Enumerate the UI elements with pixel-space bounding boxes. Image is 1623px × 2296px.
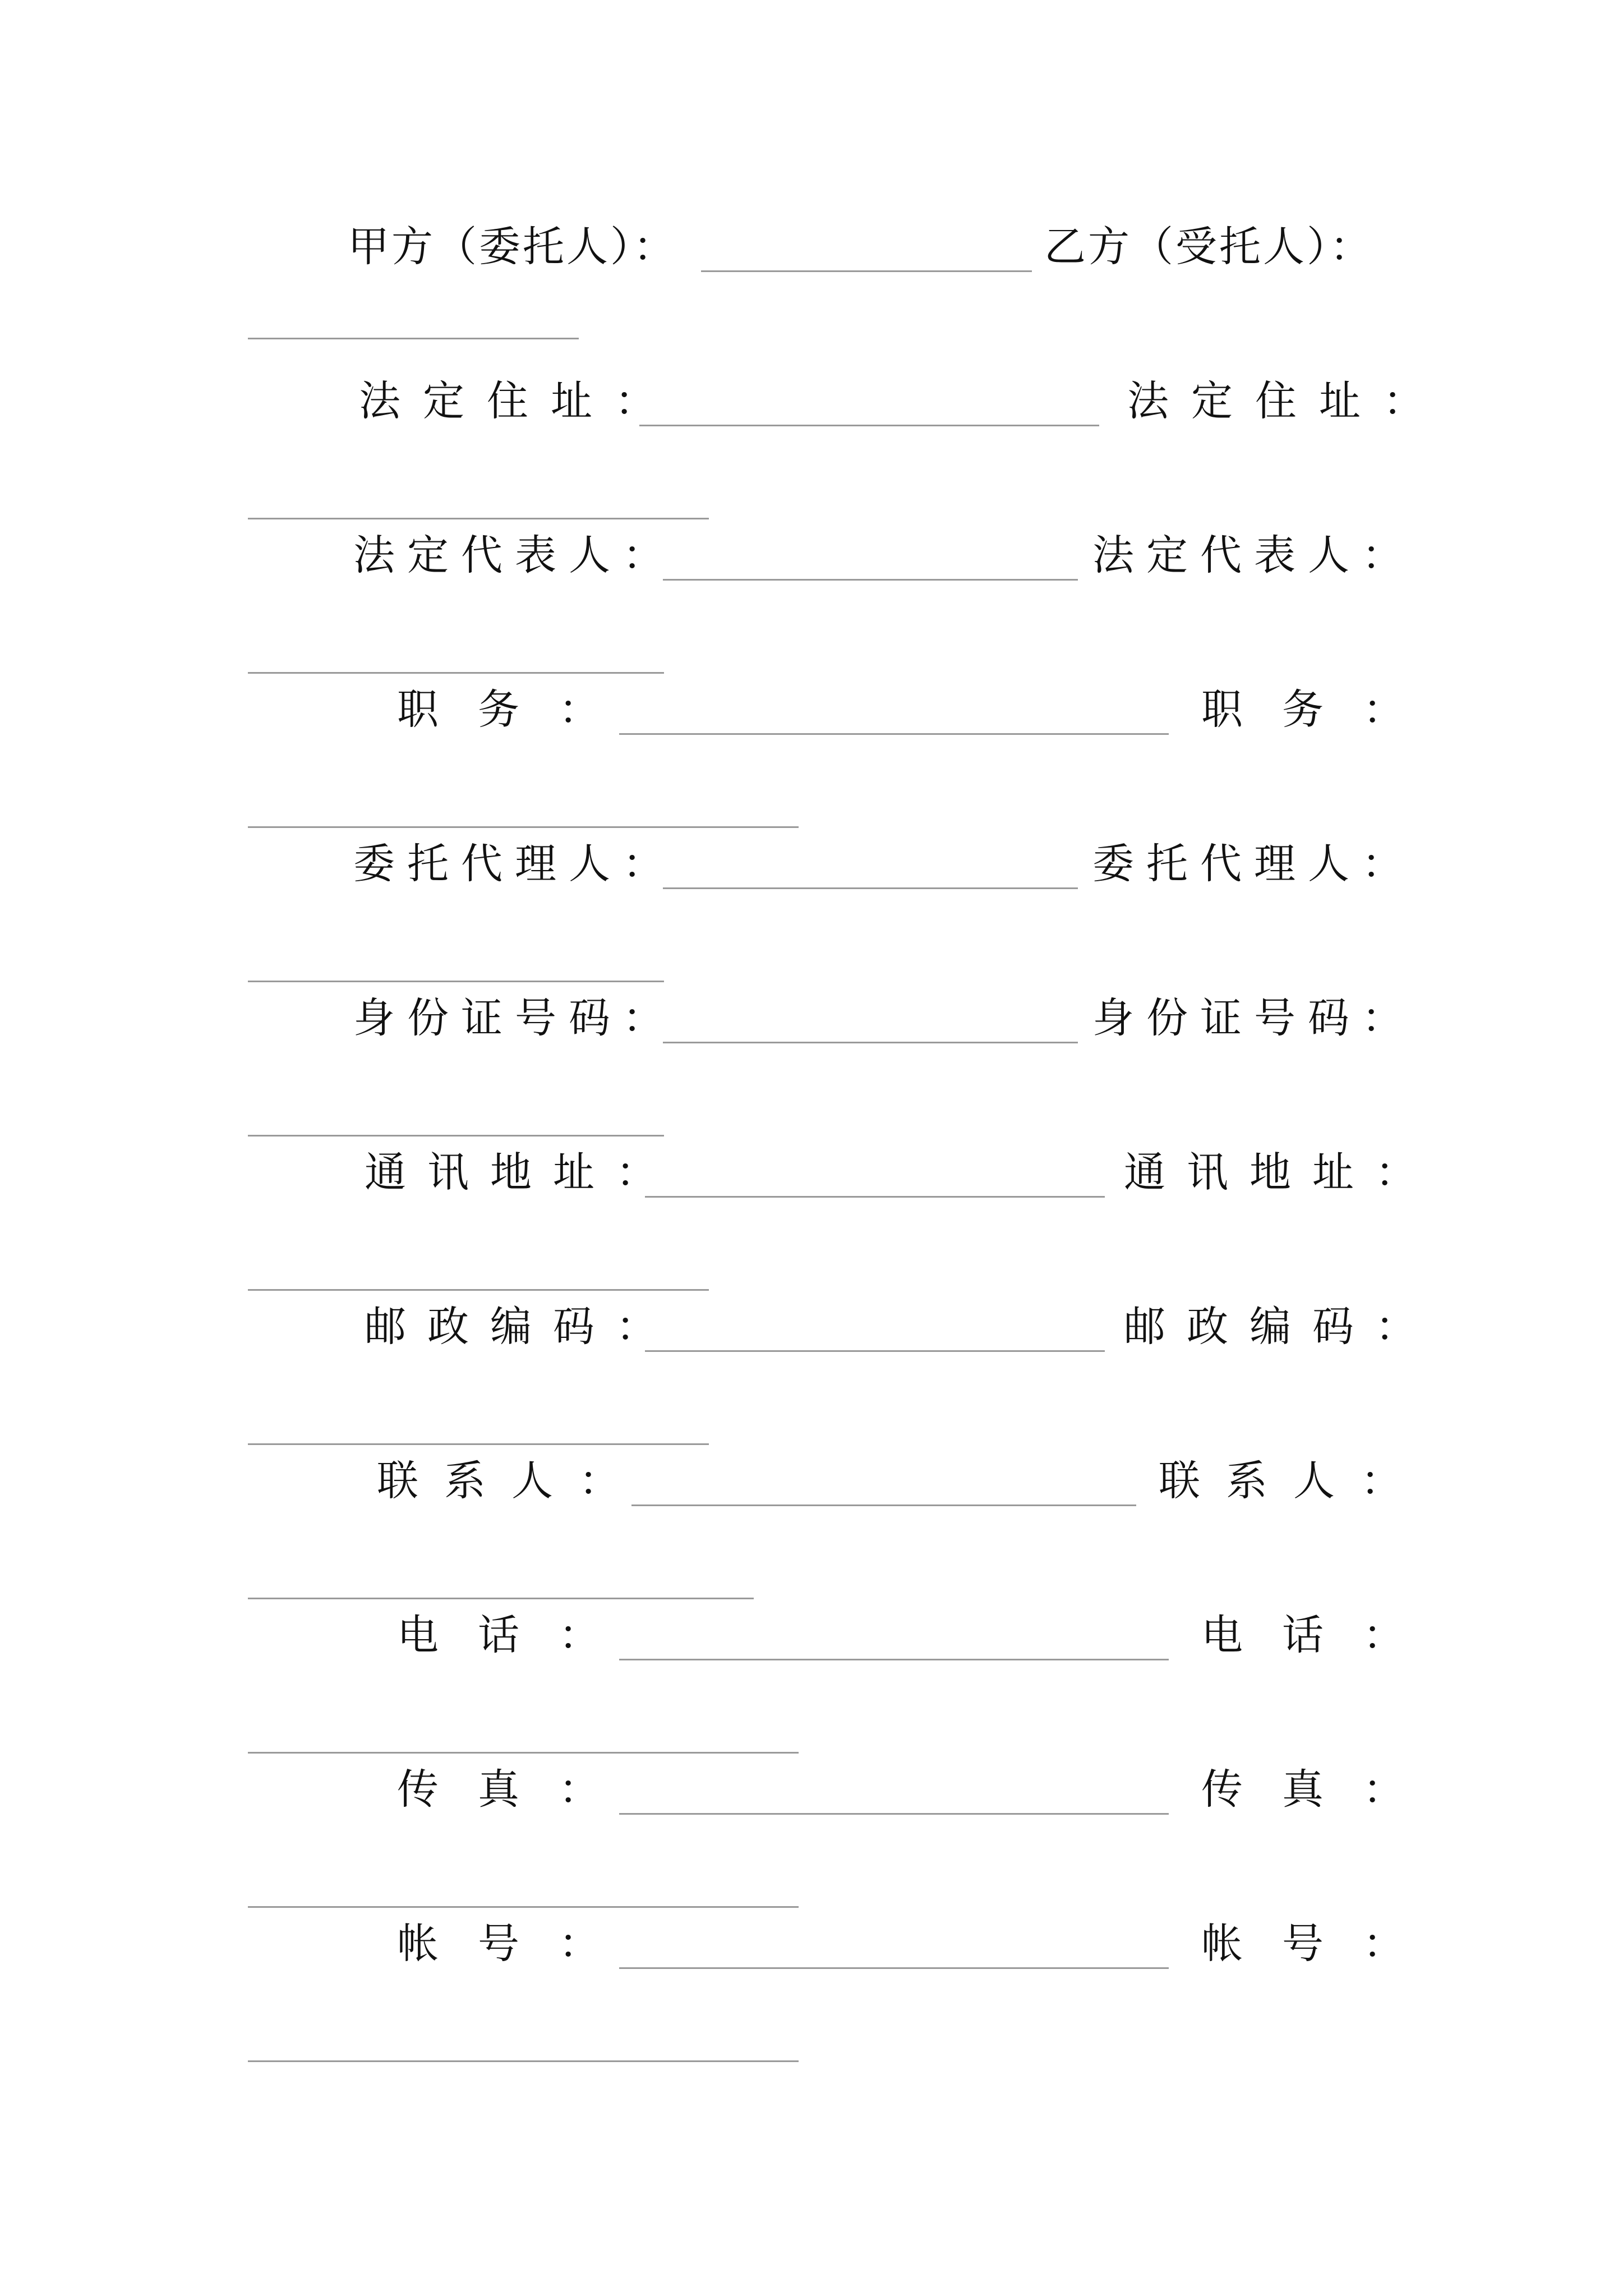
party-a-authorized-agent-input-line[interactable]: [663, 887, 1078, 889]
party-b-mailing-address-input-line[interactable]: [248, 1289, 709, 1291]
party-b-account-input-line[interactable]: [248, 2060, 799, 2062]
party-a-postal-code-input-line[interactable]: [645, 1350, 1105, 1352]
party-b-fax-input-line[interactable]: [248, 1906, 799, 1908]
party-b-input-line[interactable]: [248, 338, 579, 339]
party-a-contact-person-label: 联系人：: [377, 1457, 646, 1505]
party-a-mailing-address-label: 通讯地址：: [365, 1148, 679, 1197]
party-b-phone-label: 电话：: [1201, 1611, 1444, 1659]
party-b-authorized-agent-label: 委托代理人：: [1092, 840, 1415, 888]
party-a-legal-address-label: 法定住址：: [359, 377, 679, 425]
party-b-postal-code-input-line[interactable]: [248, 1443, 709, 1445]
party-b-legal-address-label: 法定住址：: [1127, 377, 1447, 425]
party-b-id-number-input-line[interactable]: [248, 1135, 664, 1137]
party-a-id-number-label: 身份证号码：: [353, 994, 676, 1042]
field-row-phone: [0, 1602, 1623, 1759]
party-a-postal-code-label: 邮政编码：: [365, 1303, 679, 1351]
party-b-legal-address-input-line[interactable]: [248, 518, 709, 519]
party-b-authorized-agent-input-line[interactable]: [248, 981, 664, 982]
field-row-party: [0, 213, 1623, 370]
party-a-input-line[interactable]: [701, 270, 1032, 272]
party-b-label: 乙方（受托人）：: [1044, 223, 1373, 271]
party-a-position-input-line[interactable]: [619, 733, 1169, 735]
party-b-postal-code-label: 邮政编码：: [1124, 1303, 1438, 1351]
field-row-postal-code: [0, 1293, 1623, 1450]
party-b-contact-person-input-line[interactable]: [248, 1598, 754, 1599]
party-a-account-input-line[interactable]: [619, 1967, 1169, 1969]
party-a-phone-input-line[interactable]: [619, 1659, 1169, 1660]
party-b-phone-input-line[interactable]: [248, 1752, 799, 1754]
party-a-legal-representative-label: 法定代表人：: [353, 531, 676, 579]
party-b-contact-person-label: 联系人：: [1159, 1457, 1428, 1505]
party-b-id-number-label: 身份证号码：: [1092, 994, 1415, 1042]
party-a-authorized-agent-label: 委托代理人：: [353, 840, 676, 888]
field-row-mailing-address: [0, 1139, 1623, 1296]
party-b-position-input-line[interactable]: [248, 826, 799, 828]
field-row-contact-person: [0, 1447, 1623, 1604]
field-row-fax: [0, 1756, 1623, 1913]
party-a-id-number-input-line[interactable]: [663, 1042, 1078, 1043]
party-a-phone-label: 电话：: [397, 1611, 639, 1659]
field-row-account: [0, 1910, 1623, 2067]
party-b-legal-representative-label: 法定代表人：: [1092, 531, 1415, 579]
party-a-legal-representative-input-line[interactable]: [663, 579, 1078, 581]
field-row-id-number: [0, 984, 1623, 1142]
party-b-position-label: 职务：: [1201, 685, 1444, 734]
party-b-fax-label: 传真：: [1201, 1765, 1444, 1814]
party-b-account-label: 帐号：: [1201, 1920, 1444, 1968]
party-a-position-label: 职务：: [397, 685, 639, 734]
field-row-legal-representative: [0, 522, 1623, 679]
party-a-fax-label: 传真：: [397, 1765, 639, 1814]
party-a-contact-person-input-line[interactable]: [631, 1504, 1136, 1506]
party-a-fax-input-line[interactable]: [619, 1813, 1169, 1815]
party-b-mailing-address-label: 通讯地址：: [1124, 1148, 1438, 1197]
field-row-authorized-agent: [0, 830, 1623, 987]
party-a-label: 甲方（委托人）：: [348, 223, 677, 271]
party-a-account-label: 帐号：: [397, 1920, 639, 1968]
party-a-legal-address-input-line[interactable]: [639, 425, 1099, 426]
field-row-position: [0, 676, 1623, 833]
field-row-legal-address: [0, 367, 1623, 524]
party-b-legal-representative-input-line[interactable]: [248, 672, 664, 674]
party-a-mailing-address-input-line[interactable]: [645, 1196, 1105, 1198]
